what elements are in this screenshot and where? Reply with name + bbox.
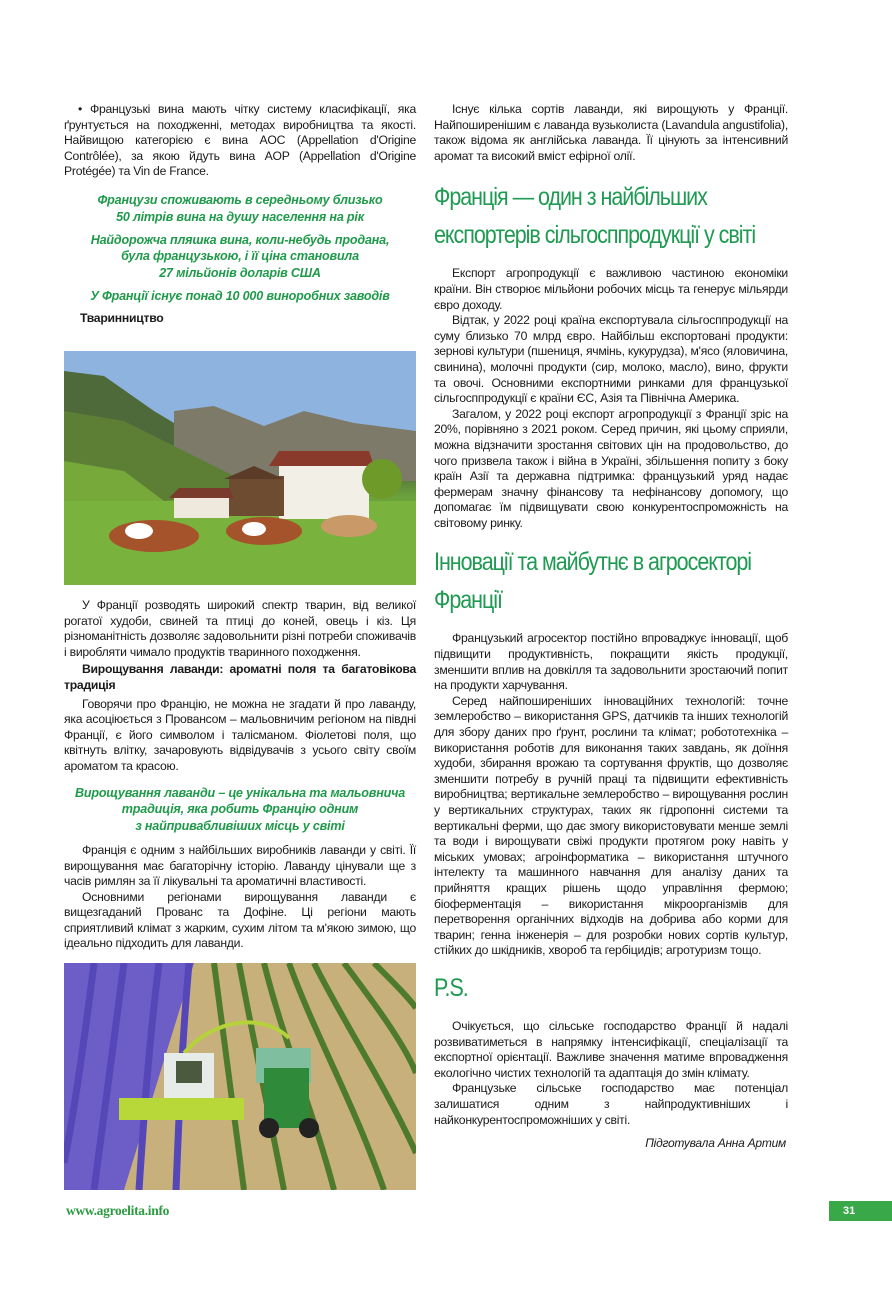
left-column bbox=[64, 102, 416, 326]
innovation-paragraph-2: Серед найпоширеніших інноваційних технологій: точне землеробство – використання GPS, датчиків та інших технологій для збору даних про ґрунт, рослини та клімат; робототехніка –використання роботів для виконання таких завдань, як доїння худоби, збирання врожаю та сортування фруктів, що дозволяє зменшити потребу в ручній праці та підвищити ефективність виробництва; вертикальне землеробство – вирощування рослин у вертикальних структурах, таких як гідропонні системи та вертикальні ферми, що дає змогу використовувати менше землі та води і вирощувати свіжі продукти протягом року навіть у міських умовах; агроінформатика – використання штучного інтелекту та машинного навчання для аналізу даних та прийняття кращих рішень щодо управління фермою; біоферментація – використання мікроорганізмів для перетворення органічних відходів на добрива або корми для тварин; генна інженерія – для розробки нових сортів культур, стійких до шкідників, хвороб та гербіцидів; агротуризм тощо. bbox=[434, 693, 788, 958]
callout-most-expensive-wine: Найдорожча пляшка вина, коли-небудь продана, була французькою, і її ціна становила 27 мільйонів доларів США bbox=[90, 232, 390, 281]
left-column-lower bbox=[64, 598, 416, 952]
lavender-heading: Вирощування лаванди: ароматні поля та багатовікова традиція bbox=[64, 662, 416, 692]
footer-website-link[interactable]: www.agroelita.info bbox=[66, 1203, 170, 1218]
callout-wineries-count: У Франції існує понад 10 000 виноробних заводів bbox=[90, 288, 390, 303]
ps-paragraph-2: Французьке сільське господарство має потенціал залишатися одним з найпродуктивніших і найконкурентоспроможніших у світі. bbox=[434, 1081, 788, 1127]
photo-lavender-harvest bbox=[64, 963, 416, 1190]
export-section-heading: Франція — один з найбільших експортерів сільгосппродукції у світі bbox=[434, 183, 756, 250]
right-column bbox=[434, 102, 788, 1152]
export-paragraph-2: Відтак, у 2022 році країна експортувала сільгосппродукції на суму близько 70 млрд євро. Найбільш експортовані продукти: зернові культури (пшениця, ячмінь, кукурудза), м'ясо (яловичина, свинина), молочні продукти (сир, молоко, масло), вино, фрукти та овочі. Основними експортними ринками для французької сільгосппродукції є країни ЄС, Азія та Північна Америка. bbox=[434, 313, 788, 406]
lavender-paragraph-2: Франція є одним з найбільших виробників лаванди у світі. Її вирощування має багаторічну історію. Лаванду цінували ще з часів римлян за її лікувальні та ароматичні властивості. bbox=[64, 842, 416, 889]
livestock-paragraph: У Франції розводять широкий спектр тварин, від великої рогатої худоби, свиней та птиці до коней, овець і кіз. Ця різноманітність дозволяє задовольнити різні потреби споживачів і виробляти чимало продуктів тваринного походження. bbox=[64, 598, 416, 659]
wine-classification-paragraph: • Французькі вина мають чітку систему класифікації, яка ґрунтується на походженні, методах виробництва та якості. Найвищою категорією є вина AOC (Appellation d'Origine Contrôlée), за якою йдуть вина AOP (Appellation d'Origine Protégée) та Vin de France. bbox=[64, 102, 416, 179]
export-paragraph-1: Експорт агропродукції є важливою частиною економіки країни. Він створює мільйони робочих місць та генерує мільярди євро доходу. bbox=[434, 266, 788, 312]
author-signature: Підготувала Анна Артим bbox=[645, 1136, 786, 1151]
page-number-badge: 31 bbox=[829, 1201, 892, 1221]
innovation-paragraph-1: Французький агросектор постійно впроваджує інновації, щоб підвищити продуктивність, покращити якість продукції, зменшити вплив на довкілля та задовольнити зростаючий попит на продукти харчування. bbox=[434, 631, 788, 693]
lavender-paragraph-1: Говорячи про Францію, не можна не згадати й про лаванду, яка асоціюється з Провансом – мальовничим регіоном на півдні Франції, є його символом і талісманом. Фіолетові поля, що квітнуть влітку, зачаровують відвідувачів з усього світу своїм ароматом та красою. bbox=[64, 696, 416, 773]
callout-lavender-tradition: Вирощування лаванди – це унікальна та мальовнича традиція, яка робить Францію одним з найпривабливіших місць у світі bbox=[74, 785, 406, 834]
lavender-paragraph-3: Основними регіонами вирощування лаванди є вищезгаданий Прованс та Дофіне. Ці регіони мають сприятливий клімат з жарким, сухим літом та м'якою зимою, що ідеально підходить для лаванди. bbox=[64, 889, 416, 951]
ps-heading: P.S. bbox=[434, 973, 468, 1002]
cows-illustration bbox=[64, 351, 416, 585]
livestock-heading: Тваринництво bbox=[80, 310, 164, 325]
ps-paragraph-1: Очікується, що сільське господарство Франції й надалі розвиватиметься в напрямку інтенсифікації, спеціалізації та експортної орієнтації. Важливе значення матиме впровадження екологічно чистих технологій та адаптація до змін клімату. bbox=[434, 1018, 788, 1080]
lavender-harvest-illustration bbox=[64, 963, 416, 1190]
export-paragraph-3: Загалом, у 2022 році експорт агропродукції з Франції зріс на 20%, порівняно з 2021 роком. Серед причин, які цьому сприяли, можна відзначити зростання світових цін на продовольство, до чого призвела також і війна в Україні, збільшення попиту з боку країн Азії та державна підтримка: французький уряд надає фермерам значну фінансову та нефінансову допомогу, що допомагає їм підвищувати свою конкурентоспроможність на світовому ринку. bbox=[434, 406, 788, 530]
callout-wine-consumption: Французи споживають в середньому близько 50 літрів вина на душу населення на рік bbox=[97, 192, 383, 224]
innovation-section-heading: Інновації та майбутнє в агросекторі Франції bbox=[434, 548, 752, 615]
photo-cows-alpine-farm bbox=[64, 351, 416, 585]
lavender-varieties-paragraph: Існує кілька сортів лаванди, які вирощують у Франції. Найпоширенішим є лаванда вузьколиста (Lavandula angustifolia), також відома як англійська лаванда. Її цінують за інтенсивний аромат та високий вміст ефірної олії. bbox=[434, 102, 788, 163]
